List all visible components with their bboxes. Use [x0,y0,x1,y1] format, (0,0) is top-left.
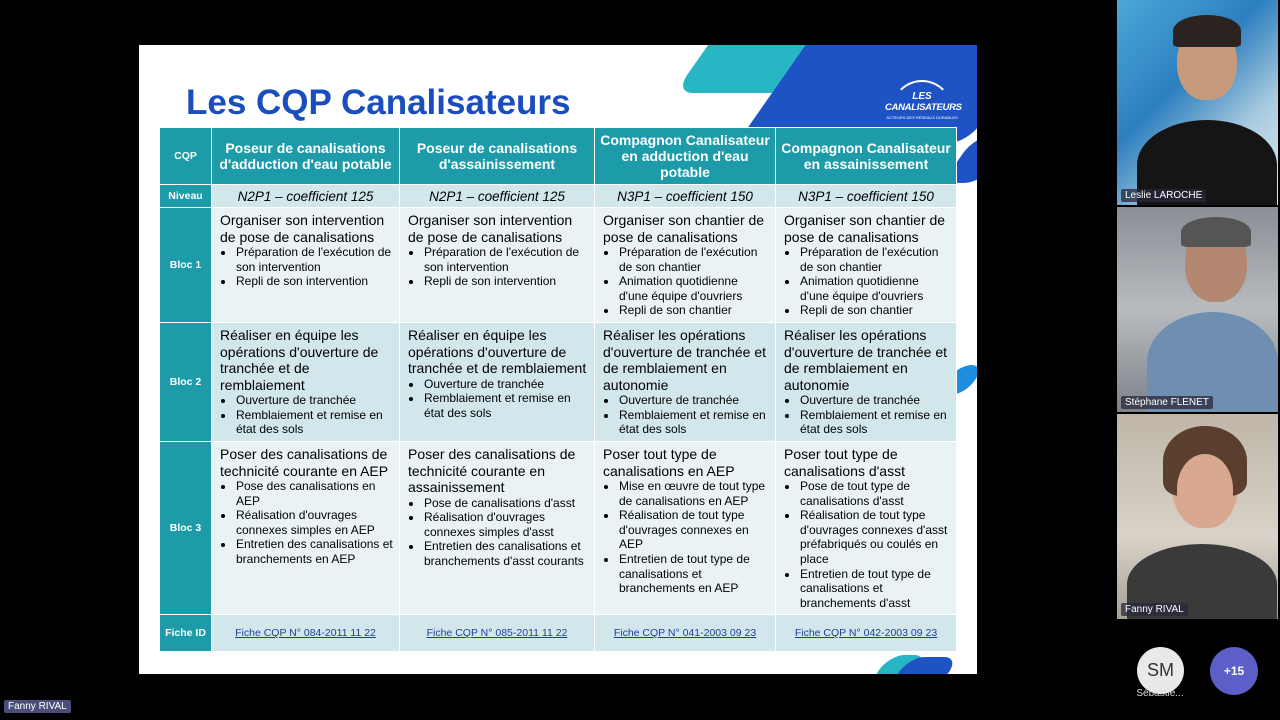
bloc-row [160,323,957,442]
participant-name: Leslie LAROCHE [1121,189,1206,202]
bloc-cell [400,323,595,442]
niveau-cell: N2P1 – coefficient 125 [400,185,595,208]
bloc-item: • Pose des canalisations en AEP [235,479,393,508]
bloc-items [784,479,950,610]
cqp-table [159,127,957,652]
bloc-items [784,245,950,318]
row-label: Bloc 3 [160,442,212,615]
fiche-row [160,615,957,652]
bloc-item: • Repli de son chantier [618,303,769,318]
bloc-item: • Remblaiement et remise en état des sols [423,391,588,420]
self-view-label: Fanny RIVAL [4,700,71,713]
bloc-items [408,496,588,569]
bloc-title: Organiser son chantier de pose de canalisations [784,212,946,245]
bloc-item: • Remblaiement et remise en état des sols [618,408,769,437]
bloc-title: Réaliser les opérations d'ouverture de tranchée et de remblaiement en autonomie [784,327,948,393]
bloc-item: • Préparation de l'exécution de son chantier [618,245,769,274]
header-row [160,128,957,185]
bloc-title: Poser des canalisations de technicité courante en AEP [220,446,389,479]
niveau-row [160,185,957,208]
participant-hair [1181,217,1251,247]
bloc-row [160,442,957,615]
participant-avatar-name: Sébastie... [1136,688,1184,699]
bloc-cell [595,208,776,323]
bloc-item: • Préparation de l'exécution de son intervention [423,245,588,274]
bloc-item: • Animation quotidienne d'une équipe d'ouvriers [799,274,950,303]
fiche-link[interactable]: Fiche CQP N° 084-2011 11 22 [235,627,376,639]
header-corner: CQP [160,128,212,185]
row-label: Fiche ID [160,615,212,652]
bloc-title: Poser tout type de canalisations en AEP [603,446,735,479]
bloc-item: • Ouverture de tranchée [423,377,588,392]
bloc-cell [776,208,957,323]
bloc-cell [400,208,595,323]
fiche-link[interactable]: Fiche CQP N° 042-2003 09 23 [794,627,938,639]
bloc-title: Réaliser en équipe les opérations d'ouverture de tranchée et de remblaiement [408,327,587,376]
bloc-item: • Pose de tout type de canalisations d'asst [799,479,950,508]
bloc-title: Organiser son chantier de pose de canalisations [603,212,765,245]
bloc-item: • Pose de canalisations d'asst [423,496,588,511]
row-label: Bloc 1 [160,208,212,323]
bloc-item: • Entretien des canalisations et branchements d'asst courants [423,539,588,568]
bloc-cell [400,442,595,615]
bloc-title: Poser des canalisations de technicité courante en assainissement [408,446,576,495]
bloc-item: • Animation quotidienne d'une équipe d'ouvriers [618,274,769,303]
participant-hair [1173,15,1241,47]
bloc-item: • Réalisation de tout type d'ouvrages connexes d'asst préfabriqués ou coulés en place [799,508,950,566]
bloc-cell [595,442,776,615]
bloc-items [603,479,769,596]
fiche-cell [776,615,957,652]
bloc-items [784,393,950,437]
bloc-item: • Ouverture de tranchée [799,393,950,408]
fiche-cell [400,615,595,652]
bloc-items [408,377,588,421]
column-header: Compagnon Canalisateur en adduction d'eau potable [595,128,776,185]
bloc-cell [776,323,957,442]
bloc-cell [212,208,400,323]
column-header: Poseur de canalisations d'adduction d'eau potable [212,128,400,185]
more-participants-button[interactable]: +15 [1210,647,1258,695]
participant-tile-stephane[interactable] [1117,207,1278,412]
bloc-items [603,393,769,437]
bloc-items [408,245,588,289]
niveau-cell: N2P1 – coefficient 125 [212,185,400,208]
fiche-cell [595,615,776,652]
fiche-cell [212,615,400,652]
bloc-cell [776,442,957,615]
bloc-cell [595,323,776,442]
bloc-title: Organiser son intervention de pose de canalisations [220,212,385,245]
row-label: Niveau [160,185,212,208]
niveau-cell: N3P1 – coefficient 150 [595,185,776,208]
participant-face [1177,454,1233,524]
bloc-item: • Repli de son intervention [423,274,588,289]
bloc-item: • Entretien des canalisations et branchements en AEP [235,537,393,566]
participant-tile-fanny[interactable] [1117,414,1278,619]
slide-title: Les CQP Canalisateurs [186,83,571,122]
bloc-item: • Entretien de tout type de canalisations et branchements d'asst [799,567,950,611]
presentation-slide [139,45,977,674]
bloc-title: Réaliser les opérations d'ouverture de tranchée et de remblaiement en autonomie [603,327,767,393]
bloc-item: • Réalisation d'ouvrages connexes simples en AEP [235,508,393,537]
bloc-items [220,245,393,289]
bloc-item: • Réalisation de tout type d'ouvrages connexes en AEP [618,508,769,552]
bloc-item: • Repli de son intervention [235,274,393,289]
row-label: Bloc 2 [160,323,212,442]
bloc-item: • Remblaiement et remise en état des sols [235,408,393,437]
bloc-item: • Réalisation d'ouvrages connexes simples d'asst [423,510,588,539]
participant-name: Fanny RIVAL [1121,603,1188,616]
logo-line1: LES [912,91,932,102]
participant-name: Stéphane FLENET [1121,396,1213,409]
bloc-item: • Préparation de l'exécution de son intervention [235,245,393,274]
bloc-item: • Préparation de l'exécution de son chantier [799,245,950,274]
bloc-item: • Remblaiement et remise en état des sols [799,408,950,437]
bloc-item: • Ouverture de tranchée [235,393,393,408]
fiche-link[interactable]: Fiche CQP N° 085-2011 11 22 [426,627,568,639]
bloc-items [603,245,769,318]
fiche-link[interactable]: Fiche CQP N° 041-2003 09 23 [613,627,757,639]
bloc-items [220,479,393,567]
column-header: Poseur de canalisations d'assainissement [400,128,595,185]
bloc-title: Poser tout type de canalisations d'asst [784,446,905,479]
bloc-title: Réaliser en équipe les opérations d'ouverture de tranchée et de remblaiement [220,327,379,393]
bloc-title: Organiser son intervention de pose de canalisations [408,212,573,245]
bloc-item: • Repli de son chantier [799,303,950,318]
bloc-item: • Ouverture de tranchée [618,393,769,408]
bloc-cell [212,323,400,442]
participant-tile-leslie[interactable] [1117,0,1278,205]
niveau-cell: N3P1 – coefficient 150 [776,185,957,208]
bloc-items [220,393,393,437]
bloc-item: • Mise en œuvre de tout type de canalisations en AEP [618,479,769,508]
bloc-row [160,208,957,323]
logo-tagline: ACTEURS DES RÉSEAUX DURABLES [886,115,958,120]
bloc-item: • Entretien de tout type de canalisations et branchements en AEP [618,552,769,596]
logo-line2: CANALISATEURS [885,102,962,113]
participant-avatar-sm[interactable]: SM [1137,647,1184,694]
column-header: Compagnon Canalisateur en assainissement [776,128,957,185]
bloc-cell [212,442,400,615]
